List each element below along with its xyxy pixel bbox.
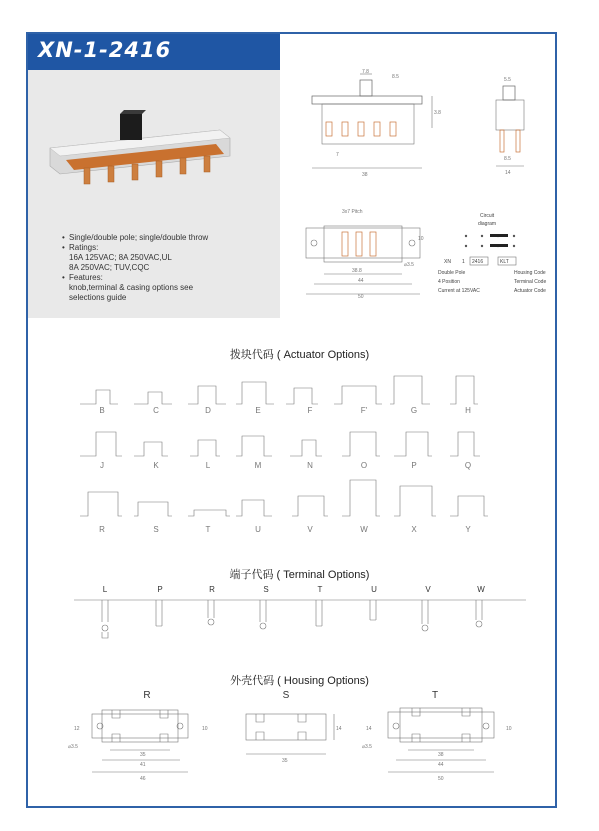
specifications-list bbox=[62, 233, 277, 303]
actuator-label: O bbox=[360, 461, 368, 470]
dim-label: 50 bbox=[358, 294, 364, 300]
actuator-label: E bbox=[255, 406, 261, 415]
dim-label: 5.5 bbox=[504, 77, 511, 83]
code-legend: 4 Position bbox=[438, 279, 460, 285]
code-legend: Actuator Code bbox=[514, 288, 546, 294]
actuator-label: K bbox=[153, 461, 159, 470]
actuator-label: D bbox=[205, 406, 211, 415]
actuator-label: Y bbox=[465, 525, 471, 534]
dim-label: 35 bbox=[140, 752, 146, 758]
dim-label: 14 bbox=[505, 170, 511, 176]
housing-section-title: 外壳代码 ( Housing Options) bbox=[230, 675, 369, 687]
terminal-label: S bbox=[263, 585, 269, 594]
spec-item: • Features: bbox=[62, 273, 103, 282]
actuator-label: C bbox=[153, 406, 159, 415]
code-part: 2416 bbox=[472, 259, 484, 265]
terminal-label: R bbox=[209, 585, 215, 594]
dim-label: 35 bbox=[282, 758, 288, 764]
actuator-label: M bbox=[254, 461, 262, 470]
code-legend: Double Pole bbox=[438, 270, 466, 276]
actuator-label: T bbox=[205, 525, 211, 534]
dim-label: 44 bbox=[358, 278, 364, 284]
terminal-label: U bbox=[371, 585, 377, 594]
actuator-label: F bbox=[307, 406, 313, 415]
code-legend: Terminal Code bbox=[514, 279, 547, 285]
dim-label: 14 bbox=[336, 726, 342, 732]
code-part: KLT bbox=[500, 259, 509, 265]
circuit-title: diagram bbox=[478, 221, 497, 227]
dim-label: 3.8 bbox=[434, 110, 441, 116]
code-part: XN bbox=[444, 259, 451, 265]
dim-label: 46 bbox=[140, 776, 146, 782]
spec-item: • Single/double pole; single/double throw bbox=[62, 233, 209, 242]
spec-detail: selections guide bbox=[69, 293, 127, 302]
actuator-label: W bbox=[360, 525, 368, 534]
actuator-label: V bbox=[307, 525, 313, 534]
dim-label: 14 bbox=[366, 726, 372, 732]
housing-label: S bbox=[282, 690, 290, 701]
dim-label: 50 bbox=[438, 776, 444, 782]
terminal-drawings bbox=[70, 596, 530, 648]
side-view-drawing bbox=[482, 72, 542, 177]
dim-label: 12 bbox=[74, 726, 80, 732]
spec-detail: knob,terminal & casing options see bbox=[69, 283, 194, 292]
dim-label: 7 bbox=[336, 152, 339, 158]
dim-label: 8.5 bbox=[504, 156, 511, 162]
circuit-title: Circuit bbox=[480, 213, 495, 219]
dim-label: 10 bbox=[506, 726, 512, 732]
terminal-label: T bbox=[317, 585, 323, 594]
dim-label: 3x7 Pitch bbox=[342, 209, 363, 215]
housing-label: R bbox=[143, 690, 151, 701]
actuator-label: R bbox=[99, 525, 105, 534]
dim-label: 7.8 bbox=[362, 69, 369, 75]
bottom-view-drawing bbox=[298, 204, 438, 300]
dim-label: ⌀3.5 bbox=[362, 744, 372, 750]
housing-label: T bbox=[431, 690, 439, 701]
housing-drawing-t bbox=[358, 702, 528, 786]
actuator-label: H bbox=[465, 406, 471, 415]
dim-label: 38 bbox=[362, 172, 368, 178]
terminal-label: P bbox=[157, 585, 163, 594]
actuator-label: L bbox=[205, 461, 211, 470]
dim-label: 38.8 bbox=[352, 268, 362, 274]
product-title: XN-1-2416 bbox=[38, 38, 172, 62]
actuator-label: U bbox=[255, 525, 261, 534]
actuator-label: N bbox=[307, 461, 313, 470]
dim-label: 38 bbox=[438, 752, 444, 758]
dim-label: 10 bbox=[202, 726, 208, 732]
actuator-label: P bbox=[411, 461, 417, 470]
circuit-diagram bbox=[436, 208, 554, 302]
actuator-label: S bbox=[153, 525, 159, 534]
housing-drawing-s bbox=[238, 706, 348, 766]
actuator-label: X bbox=[411, 525, 417, 534]
actuator-label: G bbox=[410, 406, 418, 415]
dim-label: 41 bbox=[140, 762, 146, 768]
actuator-label: B bbox=[99, 406, 105, 415]
code-part: 1 bbox=[462, 259, 465, 265]
terminal-label: L bbox=[102, 585, 108, 594]
housing-drawing-r bbox=[62, 702, 222, 786]
dim-label: ⌀3.5 bbox=[404, 262, 414, 268]
dim-label: 44 bbox=[438, 762, 444, 768]
actuator-label: F' bbox=[360, 406, 368, 415]
code-legend: Current at 125VAC bbox=[438, 288, 480, 294]
spec-detail: 8A 250VAC; TUV,CQC bbox=[69, 263, 150, 272]
product-photo bbox=[40, 108, 240, 198]
actuator-section-title: 拨块代码 ( Actuator Options) bbox=[229, 349, 370, 361]
terminal-label: W bbox=[477, 585, 485, 594]
front-view-drawing bbox=[300, 66, 450, 178]
dim-label: ⌀3.5 bbox=[68, 744, 78, 750]
code-legend: Housing Code bbox=[514, 270, 546, 276]
spec-detail: 16A 125VAC; 8A 250VAC,UL bbox=[69, 253, 172, 262]
actuator-drawings bbox=[70, 362, 530, 538]
actuator-label: J bbox=[100, 461, 104, 470]
actuator-label: Q bbox=[464, 461, 472, 470]
dim-label: 10 bbox=[418, 236, 424, 242]
terminal-label: V bbox=[425, 585, 431, 594]
dim-label: 8.5 bbox=[392, 74, 399, 80]
spec-item: • Ratings: bbox=[62, 243, 99, 252]
terminal-section-title: 端子代码 ( Terminal Options) bbox=[229, 569, 370, 581]
